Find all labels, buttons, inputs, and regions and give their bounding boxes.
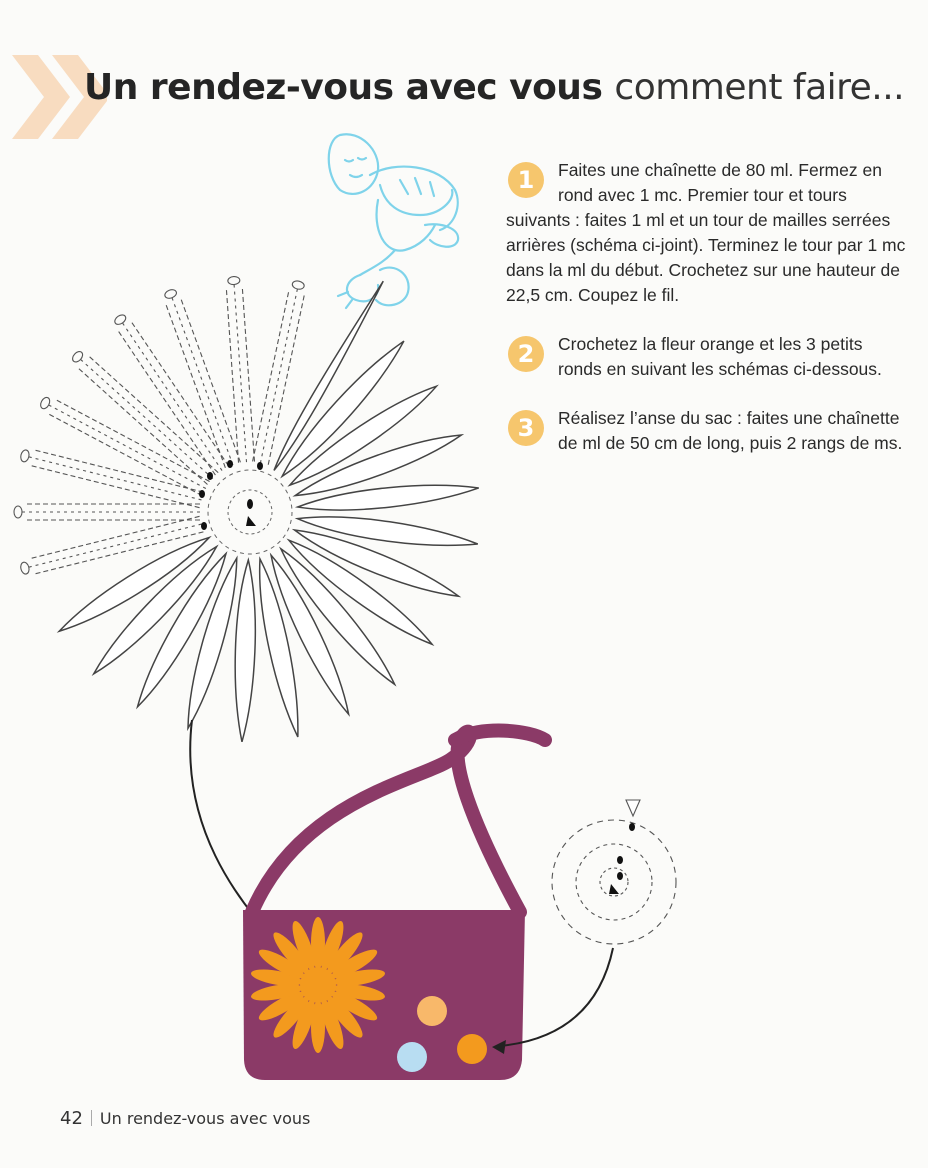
footer-divider (91, 1110, 92, 1126)
title-light: comment faire... (614, 67, 905, 108)
baby-turtle-sketch (329, 134, 458, 308)
instruction-steps (506, 158, 906, 480)
step-text: Faites une chaînette de 80 ml. Fermez en rond avec 1 mc. Premier tour et tours suivants : faites 1 ml et un tour de mailles serrées arrières (schéma ci-joint). Terminez le tour par 1 mc dans la ml du début. Crochetez sur une hauteur de 22,5 cm. Coupez le fil. (506, 160, 906, 305)
step-3 (506, 406, 906, 456)
flower-crochet-diagram (14, 276, 480, 742)
page-footer (60, 1108, 310, 1129)
step-text: Crochetez la fleur orange et les 3 petits ronds en suivant les schémas ci-dessous. (558, 334, 882, 379)
step-number-icon: 3 (508, 410, 544, 446)
step-number-icon: 1 (508, 162, 544, 198)
step-2 (506, 332, 906, 382)
page-number: 42 (60, 1108, 83, 1129)
step-1 (506, 158, 906, 308)
footer-section: Un rendez-vous avec vous (99, 1109, 311, 1128)
step-text: Réalisez l’anse du sac : faites une chaînette de ml de 50 cm de long, puis 2 rangs de ms. (558, 408, 903, 453)
bag-illustration (243, 731, 545, 1080)
title-bold: Un rendez-vous avec vous (84, 67, 603, 108)
step-number-icon: 2 (508, 336, 544, 372)
circle-crochet-diagram (552, 800, 676, 944)
